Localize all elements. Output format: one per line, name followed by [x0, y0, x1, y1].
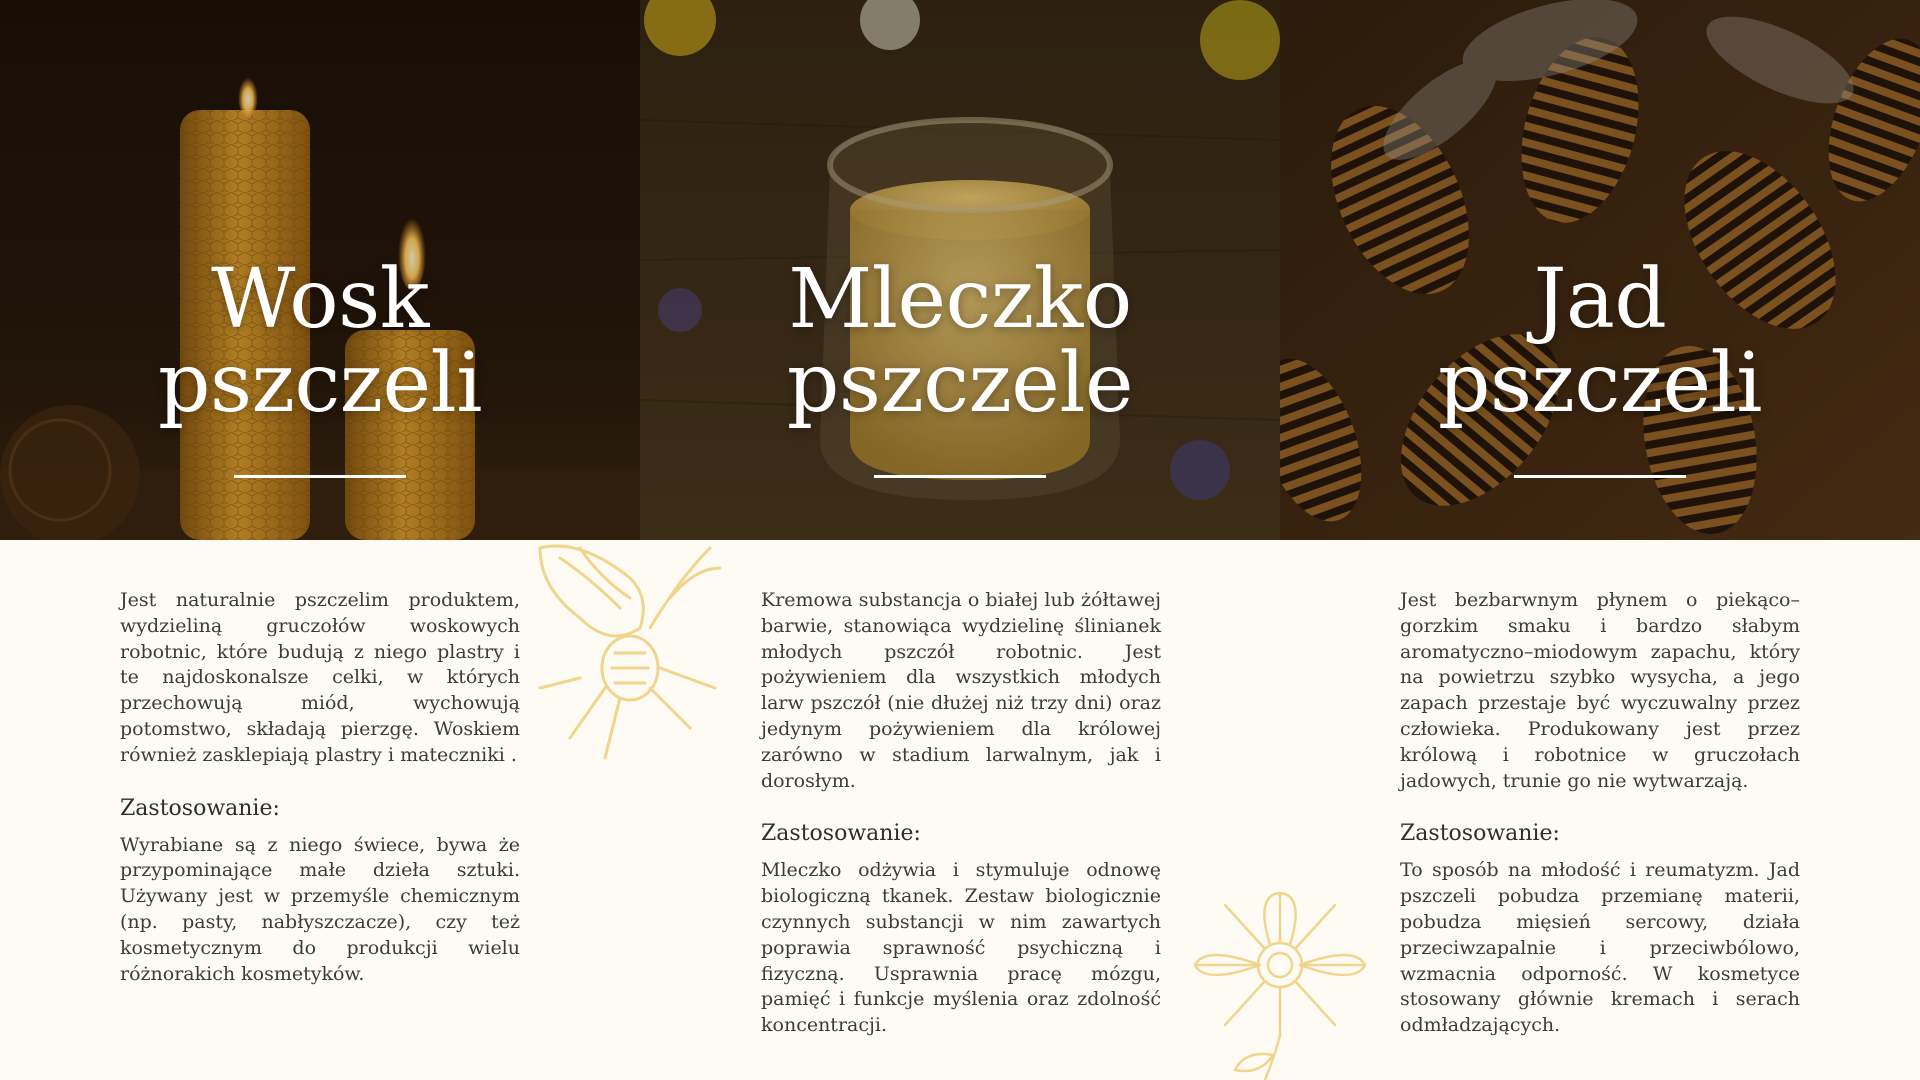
panel-title [1280, 252, 1920, 431]
column-wosk [120, 588, 520, 987]
usage-text: Wyrabiane są z niego świece, bywa że przypominające małe dzieła sztuki. Używany jest w przemyśle chemicznym (np. pasty, nabłyszczacze), czy też kosmetycznym do produkcji wielu różnorakich kosmetyków. [120, 833, 520, 985]
usage-heading: Zastosowanie: [120, 795, 280, 821]
usage-heading: Zastosowanie: [761, 821, 921, 847]
usage-heading: Zastosowanie: [1400, 821, 1560, 847]
panel-wosk [0, 0, 640, 540]
title-line-1: Mleczko [788, 252, 1132, 347]
panel-jad [1280, 0, 1920, 540]
column-jad [1400, 588, 1800, 1039]
panel-mleczko [640, 0, 1280, 540]
bee-icon [520, 538, 730, 768]
title-line-2: pszczeli [1438, 336, 1762, 431]
title-underline [234, 475, 406, 478]
description: Jest naturalnie pszczelim produktem, wydzieliną gruczołów woskowych robotnic, które budują z niego plastry i te najdoskonalsze celki, w których przechowują miód, wychowują potomstwo, składają pierzgę. Woskiem również zasklepiają plastry i mateczniki . [120, 589, 520, 766]
title-line-1: Wosk [211, 252, 429, 347]
title-line-1: Jad [1533, 252, 1667, 347]
usage-text: Mleczko odżywia i stymuluje odnowę biologiczną tkanek. Zestaw biologicznie czynnych substancji w nim zawartych poprawia sprawność psychiczną i fizyczną. Usprawnia pracę mózgu, pamięć i funkcje myślenia oraz zdolność koncentracji. [761, 859, 1161, 1037]
flower-icon [1185, 885, 1375, 1080]
column-mleczko [761, 588, 1161, 1039]
panel-title [0, 252, 640, 431]
description: Kremowa substancja o białej lub żółtawej barwie, stanowiąca wydzielinę ślinianek młodych pszczół robotnic. Jest pożywieniem dla wszystkich młodych larw pszczół (nie dłużej niż trzy dni) oraz jedynym pożywieniem dla królowej zarówno w stadium larwalnym, jak i dorosłym. [761, 589, 1161, 792]
usage-text: To sposób na młodość i reumatyzm. Jad pszczeli pobudza przemianę materii, pobudza mięsień sercowy, działa przeciwzapalnie i przeciwbólowo, wzmacnia odporność. W kosmetyce stosowany głównie kremach i serach odmładzających. [1400, 859, 1800, 1037]
title-underline [1514, 475, 1686, 478]
title-line-2: pszczeli [158, 336, 482, 431]
title-underline [874, 475, 1046, 478]
title-line-2: pszczele [786, 336, 1134, 431]
panel-title [640, 252, 1280, 431]
description: Jest bezbarwnym płynem o piekąco–gorzkim smaku i bardzo słabym aromatyczno–miodowym zapachu, który na powietrzu szybko wysycha, a jego zapach przestaje być wyczuwalny przez człowieka. Produkowany jest przez królową i robotnice w gruczołach jadowych, trunie go nie wytwarzają. [1400, 589, 1800, 792]
